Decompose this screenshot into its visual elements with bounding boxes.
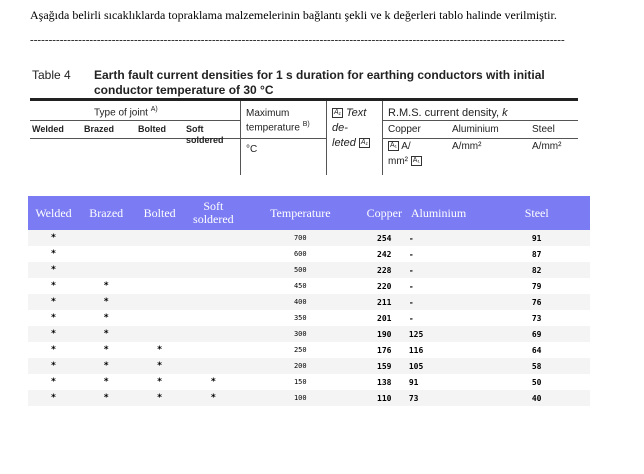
separator-line: ------------------------------------------------------------------------------------------------------------------------------------------------ xyxy=(30,34,565,46)
cell-soft-soldered xyxy=(186,230,241,246)
header-copper: Copper xyxy=(360,196,409,230)
cell-soft-soldered: * xyxy=(186,374,241,390)
cell-copper: 176 xyxy=(360,342,409,358)
cell-steel: 40 xyxy=(483,390,590,406)
divider xyxy=(382,138,578,139)
max-temp-line1: Maximum xyxy=(246,108,290,119)
cell-temperature: 400 xyxy=(241,294,360,310)
cell-welded: * xyxy=(28,310,79,326)
cell-welded: * xyxy=(28,374,79,390)
cell-bolted xyxy=(133,326,185,342)
cell-steel: 73 xyxy=(483,310,590,326)
cell-aluminium: 91 xyxy=(409,374,484,390)
standard-table-figure xyxy=(30,66,578,176)
cell-brazed: * xyxy=(79,310,133,326)
table-row xyxy=(28,390,590,406)
cell-welded: * xyxy=(28,262,79,278)
cell-aluminium: 116 xyxy=(409,342,484,358)
cell-welded: * xyxy=(28,246,79,262)
cell-soft-soldered xyxy=(186,246,241,262)
cell-aluminium: - xyxy=(409,278,484,294)
cell-welded: * xyxy=(28,390,79,406)
max-temp-line2: temperature $^{B)}$ xyxy=(246,121,310,134)
table-header-row xyxy=(28,196,590,230)
steel-unit: A/mm² xyxy=(532,141,562,152)
header-aluminium: Aluminium xyxy=(409,196,484,230)
cell-copper: 110 xyxy=(360,390,409,406)
cell-temperature: 100 xyxy=(241,390,360,406)
cell-copper: 254 xyxy=(360,230,409,246)
amendment-marker: A₁ xyxy=(334,109,341,117)
cell-welded: * xyxy=(28,358,79,374)
cell-brazed: * xyxy=(79,358,133,374)
cell-copper: 211 xyxy=(360,294,409,310)
cell-steel: 79 xyxy=(483,278,590,294)
cell-steel: 82 xyxy=(483,262,590,278)
cell-bolted xyxy=(133,294,185,310)
cell-welded: * xyxy=(28,230,79,246)
cell-steel: 87 xyxy=(483,246,590,262)
text-deleted-line3: leted A₁ xyxy=(332,137,368,149)
cell-aluminium: - xyxy=(409,294,484,310)
header-welded: Welded xyxy=(28,196,79,230)
cell-bolted xyxy=(133,230,185,246)
col-bolted: Bolted xyxy=(138,124,166,134)
cell-soft-soldered: * xyxy=(186,390,241,406)
cell-steel: 64 xyxy=(483,342,590,358)
cell-aluminium: - xyxy=(409,310,484,326)
cell-copper: 220 xyxy=(360,278,409,294)
cell-bolted: * xyxy=(133,390,185,406)
cell-welded: * xyxy=(28,326,79,342)
cell-aluminium: - xyxy=(409,230,484,246)
cell-bolted xyxy=(133,278,185,294)
cell-bolted xyxy=(133,262,185,278)
cell-brazed: * xyxy=(79,342,133,358)
amendment-marker: A₁ xyxy=(360,139,368,147)
cell-welded: * xyxy=(28,294,79,310)
cell-bolted: * xyxy=(133,342,185,358)
cell-brazed: * xyxy=(79,278,133,294)
divider xyxy=(30,120,240,121)
table-row xyxy=(28,278,590,294)
cell-brazed: * xyxy=(79,326,133,342)
cell-copper: 138 xyxy=(360,374,409,390)
type-of-joint-header: Type of joint $^{A)}$ xyxy=(94,106,158,119)
cell-brazed xyxy=(79,246,133,262)
cell-steel: 69 xyxy=(483,326,590,342)
table-row xyxy=(28,294,590,310)
cell-aluminium: 73 xyxy=(409,390,484,406)
table-row xyxy=(28,342,590,358)
table-row xyxy=(28,326,590,342)
cell-soft-soldered xyxy=(186,342,241,358)
cell-soft-soldered xyxy=(186,278,241,294)
table-row xyxy=(28,374,590,390)
cell-soft-soldered xyxy=(186,326,241,342)
divider xyxy=(240,138,326,139)
col-welded: Welded xyxy=(32,124,64,134)
cell-brazed: * xyxy=(79,374,133,390)
divider xyxy=(382,120,578,121)
cell-steel: 76 xyxy=(483,294,590,310)
header-temperature: Temperature xyxy=(241,196,360,230)
cell-soft-soldered xyxy=(186,358,241,374)
rms-header: R.M.S. current density, k xyxy=(388,107,508,119)
table-row xyxy=(28,358,590,374)
col-brazed: Brazed xyxy=(84,124,115,134)
cell-temperature: 150 xyxy=(241,374,360,390)
text-deleted-line1: A₁ Text xyxy=(334,107,367,119)
cell-aluminium: - xyxy=(409,262,484,278)
cell-copper: 201 xyxy=(360,310,409,326)
cell-copper: 242 xyxy=(360,246,409,262)
table-number: Table 4 xyxy=(32,68,71,82)
header-steel: Steel xyxy=(483,196,590,230)
col-soft-line1: Soft xyxy=(186,124,204,134)
copper-unit-line2: mm² A₁ xyxy=(388,156,420,167)
cell-bolted: * xyxy=(133,374,185,390)
table-title: Earth fault current densities for 1 s duration for earthing conductors with initial conductor temperature of 30 °C xyxy=(94,68,545,97)
col-aluminium: Aluminium xyxy=(452,124,499,135)
intro-text: Aşağıda belirli sıcaklıklarda topraklama malzemelerinin bağlantı şekli ve k değerleri tablo halinde verilmiştir. xyxy=(30,8,557,22)
cell-welded: * xyxy=(28,278,79,294)
cell-temperature: 200 xyxy=(241,358,360,374)
cell-steel: 58 xyxy=(483,358,590,374)
cell-temperature: 500 xyxy=(241,262,360,278)
cell-aluminium: 105 xyxy=(409,358,484,374)
cell-steel: 50 xyxy=(483,374,590,390)
cell-soft-soldered xyxy=(186,294,241,310)
top-rule xyxy=(30,98,578,101)
cell-soft-soldered xyxy=(186,262,241,278)
cell-brazed xyxy=(79,230,133,246)
cell-copper: 228 xyxy=(360,262,409,278)
cell-welded: * xyxy=(28,342,79,358)
divider xyxy=(326,101,327,175)
header-soft-soldered: Soft soldered xyxy=(186,196,241,230)
col-soft-line2: soldered xyxy=(186,135,224,145)
header-bolted: Bolted xyxy=(133,196,185,230)
cell-brazed: * xyxy=(79,390,133,406)
cell-soft-soldered xyxy=(186,310,241,326)
cell-copper: 190 xyxy=(360,326,409,342)
cell-brazed: * xyxy=(79,294,133,310)
table-row xyxy=(28,230,590,246)
col-copper: Copper xyxy=(388,124,421,135)
cell-temperature: 350 xyxy=(241,310,360,326)
copper-unit-line1: A₁ A/ xyxy=(390,141,411,152)
cell-bolted: * xyxy=(133,358,185,374)
cell-bolted xyxy=(133,310,185,326)
cell-copper: 159 xyxy=(360,358,409,374)
cell-bolted xyxy=(133,246,185,262)
cell-brazed xyxy=(79,262,133,278)
table-row xyxy=(28,310,590,326)
col-steel: Steel xyxy=(532,124,555,135)
cell-temperature: 300 xyxy=(241,326,360,342)
k-values-table xyxy=(28,196,590,406)
cell-steel: 91 xyxy=(483,230,590,246)
cell-temperature: 250 xyxy=(241,342,360,358)
max-temp-unit: °C xyxy=(246,144,258,155)
table-row xyxy=(28,246,590,262)
cell-temperature: 600 xyxy=(241,246,360,262)
table-row xyxy=(28,262,590,278)
cell-aluminium: - xyxy=(409,246,484,262)
cell-temperature: 700 xyxy=(241,230,360,246)
aluminium-unit: A/mm² xyxy=(452,141,482,152)
header-brazed: Brazed xyxy=(79,196,133,230)
cell-aluminium: 125 xyxy=(409,326,484,342)
text-deleted-line2: de- xyxy=(332,122,348,134)
cell-temperature: 450 xyxy=(241,278,360,294)
